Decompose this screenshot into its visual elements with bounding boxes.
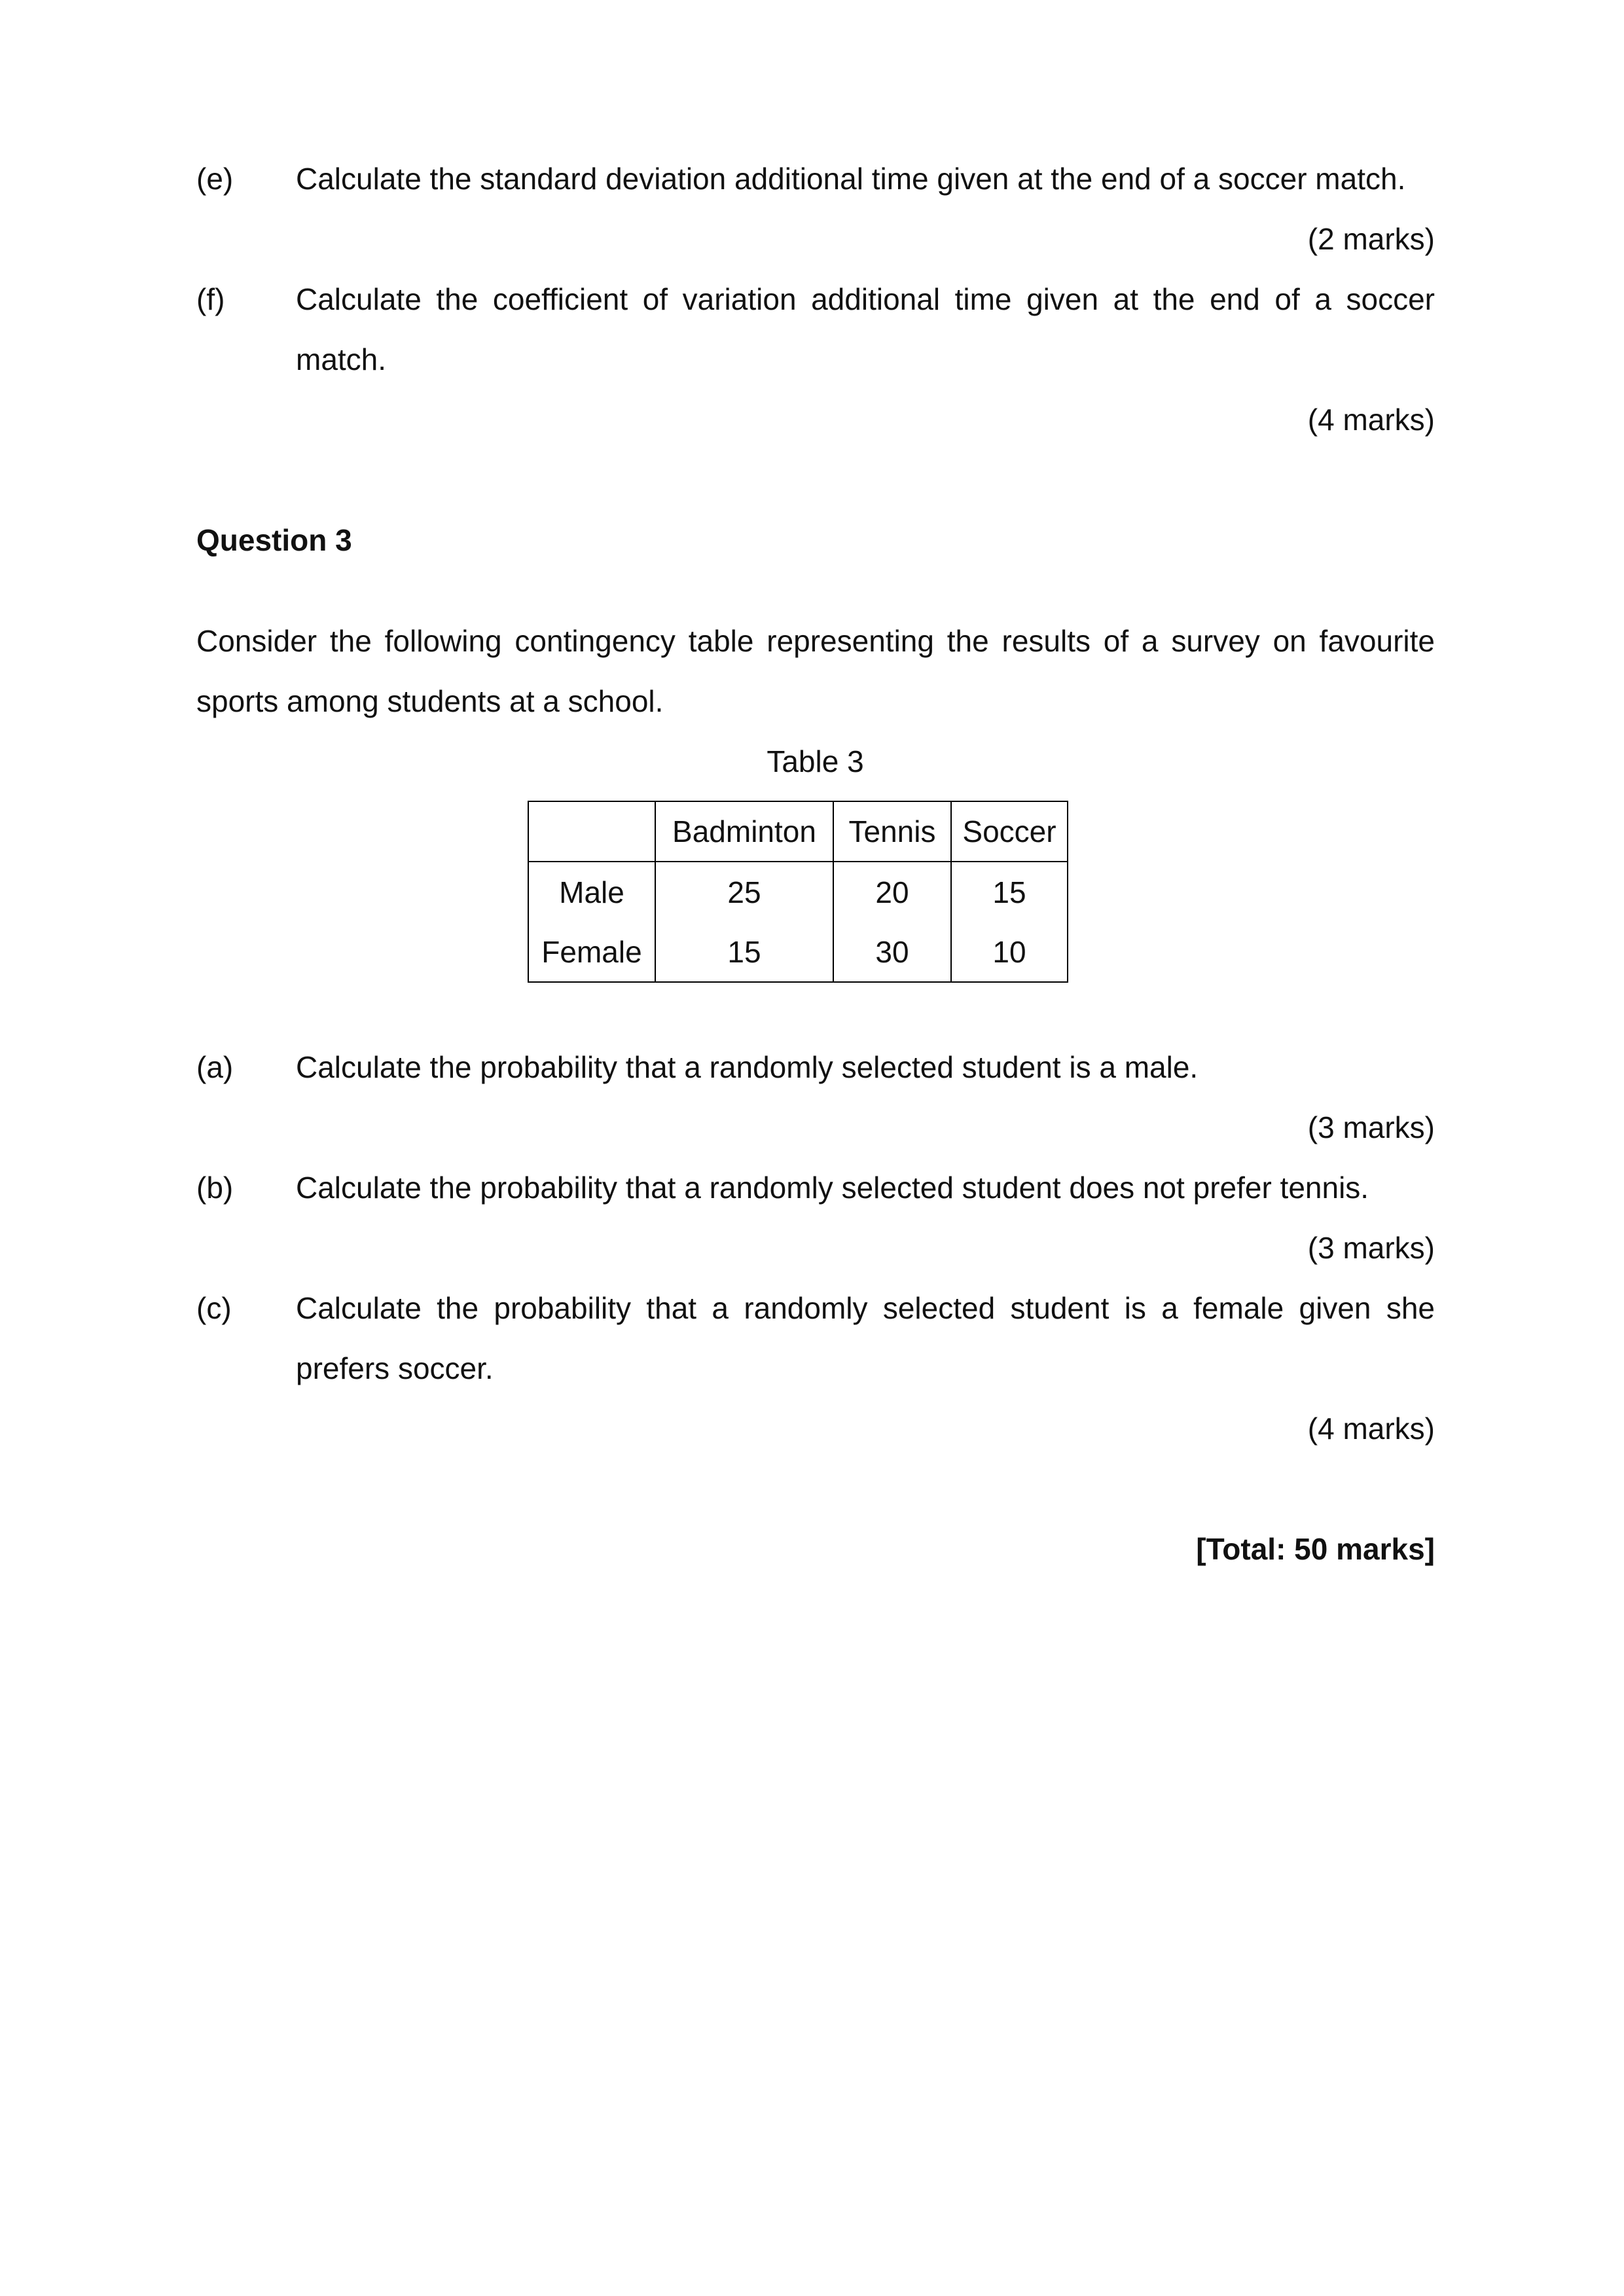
- table-header-cell: [528, 801, 655, 862]
- item-label-a: (a): [196, 1050, 234, 1084]
- item-label-f: (f): [196, 282, 225, 316]
- item-text-e: Calculate the standard deviation additional time given at the end of a soccer match.: [296, 162, 1406, 196]
- table-header-cell: Badminton: [655, 801, 833, 862]
- item-label-b: (b): [196, 1171, 234, 1205]
- table-row: [528, 922, 1068, 982]
- table-header-row: [528, 801, 1068, 862]
- item-label-e: (e): [196, 162, 234, 196]
- table-caption: Table 3: [767, 744, 864, 778]
- table-header-cell: Soccer: [951, 801, 1068, 862]
- item-marks-c: (4 marks): [1307, 1412, 1435, 1446]
- table-row: [528, 862, 1068, 922]
- table-cell: 30: [833, 922, 951, 982]
- item-label-c: (c): [196, 1291, 232, 1325]
- table-cell: 20: [833, 862, 951, 922]
- item-text-f: Calculate the coefficient of variation additional time given at the end of a soccer match.: [296, 282, 1435, 376]
- item-text-b: Calculate the probability that a randomly selected student does not prefer tennis.: [296, 1171, 1369, 1205]
- table-cell: 10: [951, 922, 1068, 982]
- contingency-table: [528, 801, 1068, 983]
- item-marks-f: (4 marks): [1307, 403, 1435, 437]
- item-marks-a: (3 marks): [1307, 1110, 1435, 1144]
- table-row-label: Male: [528, 862, 655, 922]
- table-cell: 15: [655, 922, 833, 982]
- table-header-cell: Tennis: [833, 801, 951, 862]
- question-intro: Consider the following contingency table representing the results of a survey on favourite sports among students at a school.: [196, 624, 1435, 718]
- total-marks: [Total: 50 marks]: [1196, 1532, 1435, 1566]
- item-text-a: Calculate the probability that a randomly selected student is a male.: [296, 1050, 1199, 1084]
- item-marks-b: (3 marks): [1307, 1231, 1435, 1265]
- item-text-c: Calculate the probability that a randomly selected student is a female given she prefers soccer.: [296, 1291, 1435, 1385]
- question-heading: Question 3: [196, 523, 352, 557]
- table-cell: 25: [655, 862, 833, 922]
- table-cell: 15: [951, 862, 1068, 922]
- table-row-label: Female: [528, 922, 655, 982]
- item-marks-e: (2 marks): [1307, 222, 1435, 256]
